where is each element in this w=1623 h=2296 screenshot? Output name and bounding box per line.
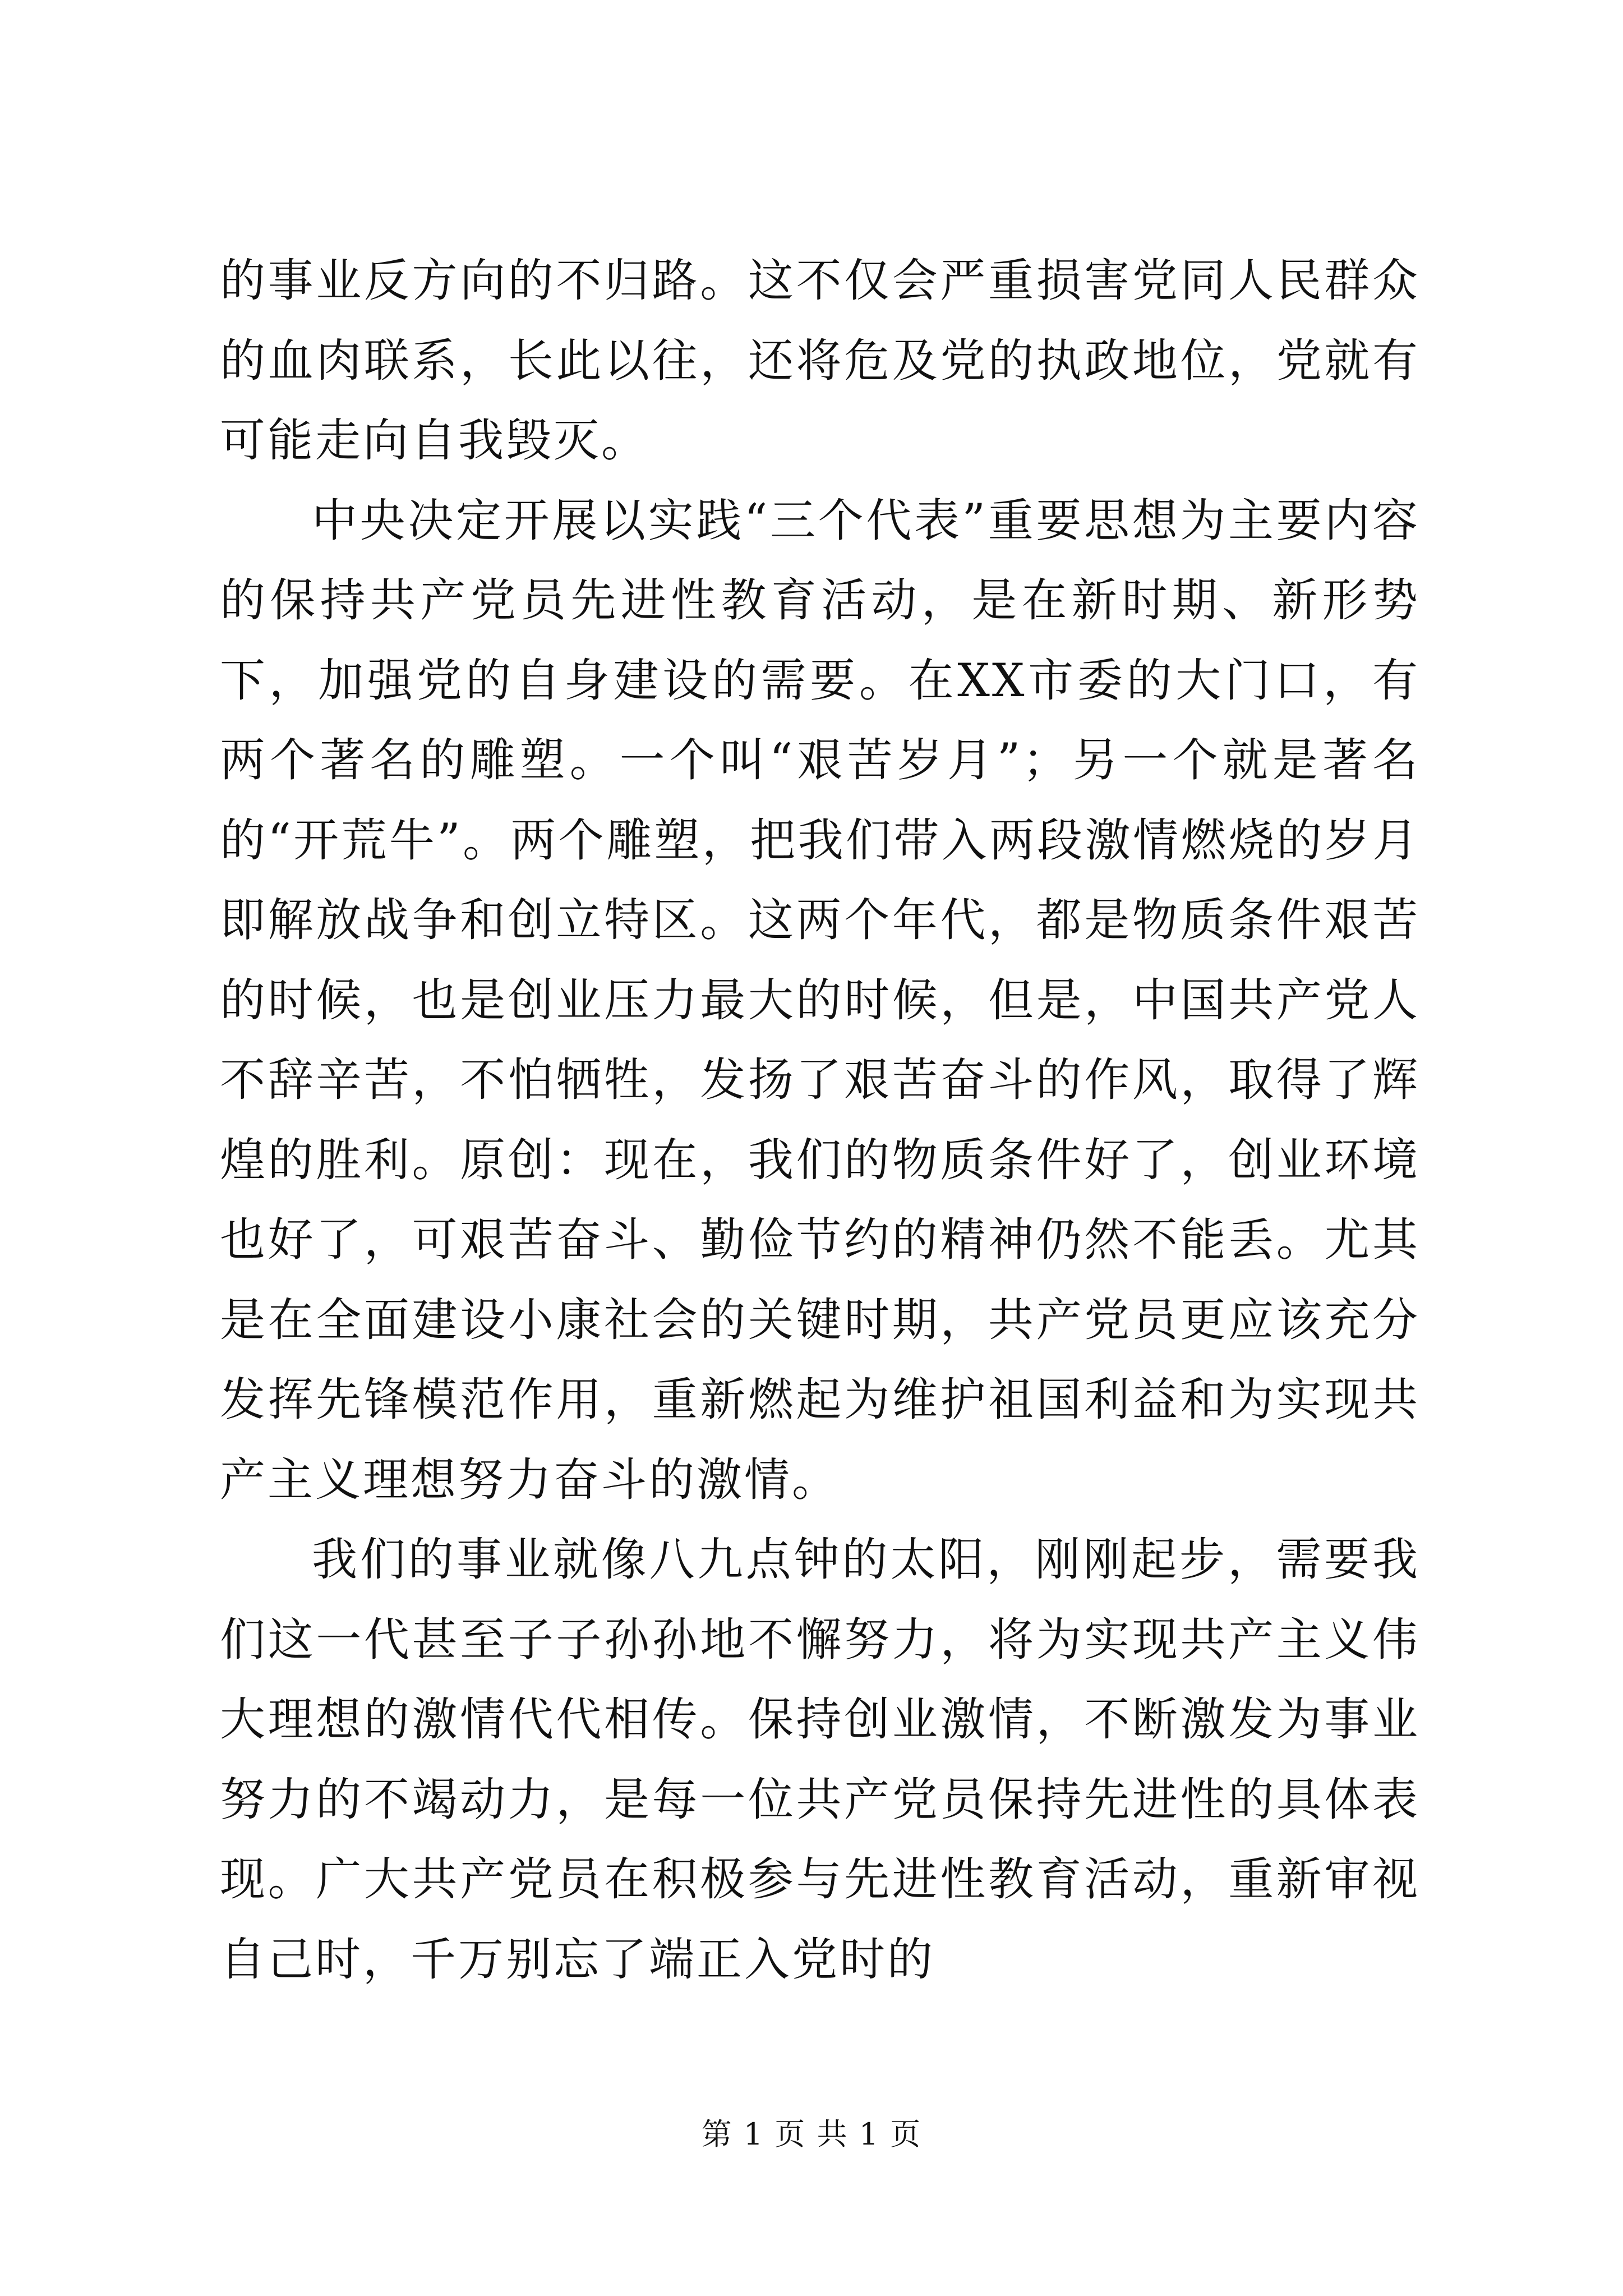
paragraph-central-decision: 中央决定开展以实践“三个代表”重要思想为主要内容的保持共产党员先进性教育活动，是在新时期、新形势下，加强党的自身建设的需要。在XX市委的大门口，有两个著名的雕塑。一个叫“艰苦岁月”；另一个就是著名的“开荒牛”。两个雕塑，把我们带入两段激情燃烧的岁月即解放战争和创立特区。这两个年代，都是物质条件艰苦的时候，也是创业压力最大的时候，但是，中国共产党人不辞辛苦，不怕牺牲，发扬了艰苦奋斗的作风，取得了辉煌的胜利。原创：现在，我们的物质条件好了，创业环境也好了，可艰苦奋斗、勤俭节约的精神仍然不能丢。尤其是在全面建设小康社会的关键时期，共产党员更应该充分发挥先锋模范作用，重新燃起为维护祖国利益和为实现共产主义理想努力奋斗的激情。 xyxy=(220,494,1420,1507)
page-footer: 第 1 页 共 1 页 xyxy=(701,2116,922,2152)
document-body xyxy=(220,241,1420,2000)
paragraph-our-cause: 我们的事业就像八九点钟的太阳，刚刚起步，需要我们这一代甚至子子孙孙地不懈努力，将为实现共产主义伟大理想的激情代代相传。保持创业激情，不断激发为事业努力的不竭动力，是每一位共产党员保持先进性的具体表现。广大共产党员在积极参与先进性教育活动，重新审视自己时，千万别忘了端正入党时的 xyxy=(220,1534,1420,1986)
paragraph-continuation: 的事业反方向的不归路。这不仅会严重损害党同人民群众的血肉联系，长此以往，还将危及党的执政地位，党就有可能走向自我毁灭。 xyxy=(220,255,1420,467)
